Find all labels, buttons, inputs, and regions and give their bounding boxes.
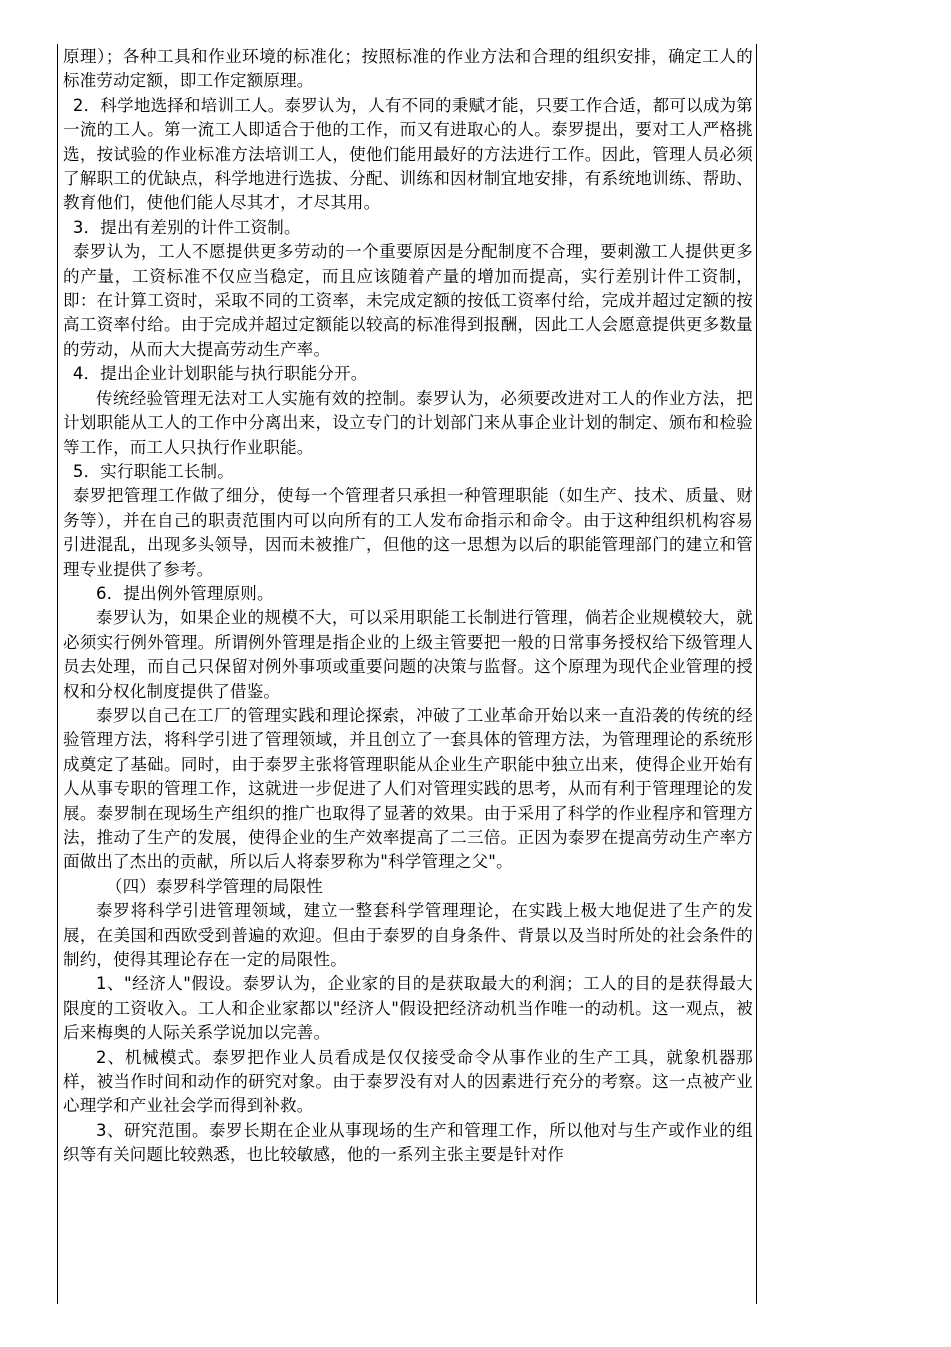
- paragraph: 3、研究范围。泰罗长期在企业从事现场的生产和管理工作，所以他对与生产或作业的组织等有关问题比较熟悉，也比较敏感，他的一系列主张主要是针对作: [63, 1120, 753, 1165]
- section-heading: （四）泰罗科学管理的局限性: [105, 876, 323, 896]
- paragraph: 泰罗认为，如果企业的规模不大，可以采用职能工长制进行管理，倘若企业规模较大，就必须实行例外管理。所谓例外管理是指企业的上级主管要把一般的日常事务授权给下级管理人员去处理，而自己只保留对例外事项或重要问题的决策与监督。这个原理为现代企业管理的授权和分权化制度提供了借鉴。: [63, 608, 753, 701]
- paragraph: 泰罗把管理工作做了细分，使每一个管理者只承担一种管理职能（如生产、技术、质量、财务等），并在自己的职责范围内可以向所有的工人发布命指示和命令。由于这种组织机构容易引进混乱，出现多头领导，因而未被推广，但他的这一思想为以后的职能管理部门的建立和管理专业提供了参考。: [63, 486, 753, 579]
- paragraph: 2、机械模式。泰罗把作业人员看成是仅仅接受命令从事作业的生产工具，就象机器那样，被当作时间和动作的研究对象。由于泰罗没有对人的因素进行充分的考察。这一点被产业心理学和产业社会学而得到补救。: [63, 1047, 753, 1116]
- section-heading: 5．实行职能工长制。: [72, 461, 234, 481]
- paragraph: 原理）；各种工具和作业环境的标准化；按照标准的作业方法和合理的组织安排，确定工人的标准劳动定额，即工作定额原理。: [63, 47, 753, 91]
- section-heading: 4．提出企业计划职能与执行职能分开。: [72, 364, 368, 384]
- document-body: [63, 45, 753, 1168]
- paragraph: 传统经验管理无法对工人实施有效的控制。泰罗认为，必须要改进对工人的作业方法，把计划职能从工人的工作中分离出来，设立专门的计划部门来从事企业计划的制定、颁布和检验等工作，而工人只执行作业职能。: [63, 388, 753, 457]
- paragraph: 泰罗认为，工人不愿提供更多劳动的一个重要原因是分配制度不合理，要刺激工人提供更多的产量，工资标准不仅应当稳定，而且应该随着产量的增加而提高，实行差别计件工资制，即：在计算工资时，采取不同的工资率，未完成定额的按低工资率付给，完成并超过定额的按高工资率付给。由于完成并超过定额能以较高的标准得到报酬，因此工人会愿意提供更多数量的劳动，从而大大提高劳动生产率。: [63, 242, 753, 359]
- paragraph: 泰罗以自己在工厂的管理实践和理论探索，冲破了工业革命开始以来一直沿袭的传统的经验管理方法，将科学引进了管理领域，并且创立了一套具体的管理方法，为管理理论的系统形成奠定了基础。同时，由于泰罗主张将管理职能从企业生产职能中独立出来，使得企业开始有人从事专职的管理工作，这就进一步促进了人们对管理实践的思考，从而有利于管理理论的发展。泰罗制在现场生产组织的推广也取得了显著的效果。由于采用了科学的作业程序和管理方法，推动了生产的发展，使得企业的生产效率提高了二三倍。正因为泰罗在提高劳动生产率方面做出了杰出的贡献，所以后人将泰罗称为"科学管理之父"。: [63, 705, 753, 872]
- section-heading: 6．提出例外管理原则。: [96, 583, 274, 603]
- paragraph: 1、"经济人"假设。泰罗认为，企业家的目的是获取最大的利润；工人的目的是获得最大限度的工资收入。工人和企业家都以"经济人"假设把经济动机当作唯一的动机。这一观点，被后来梅奥的人际关系学说加以完善。: [63, 974, 753, 1043]
- section-heading: 3．提出有差别的计件工资制。: [72, 217, 301, 237]
- paragraph: 泰罗将科学引进管理领域，建立一整套科学管理理论，在实践上极大地促进了生产的发展，在美国和西欧受到普遍的欢迎。但由于泰罗的自身条件、背景以及当时所处的社会条件的制约，使得其理论存在一定的局限性。: [63, 901, 753, 970]
- paragraph: 2．科学地选择和培训工人。泰罗认为，人有不同的秉赋才能，只要工作合适，都可以成为第一流的工人。第一流工人即适合于他的工作，而又有进取心的人。泰罗提出，要对工人严格挑选，按试验的作业标准方法培训工人，使他们能用最好的方法进行工作。因此，管理人员必须了解职工的优缺点，科学地进行选拔、分配、训练和因材制宜地安排，有系统地训练、帮助、教育他们，使他们能人尽其才，才尽其用。: [63, 95, 753, 213]
